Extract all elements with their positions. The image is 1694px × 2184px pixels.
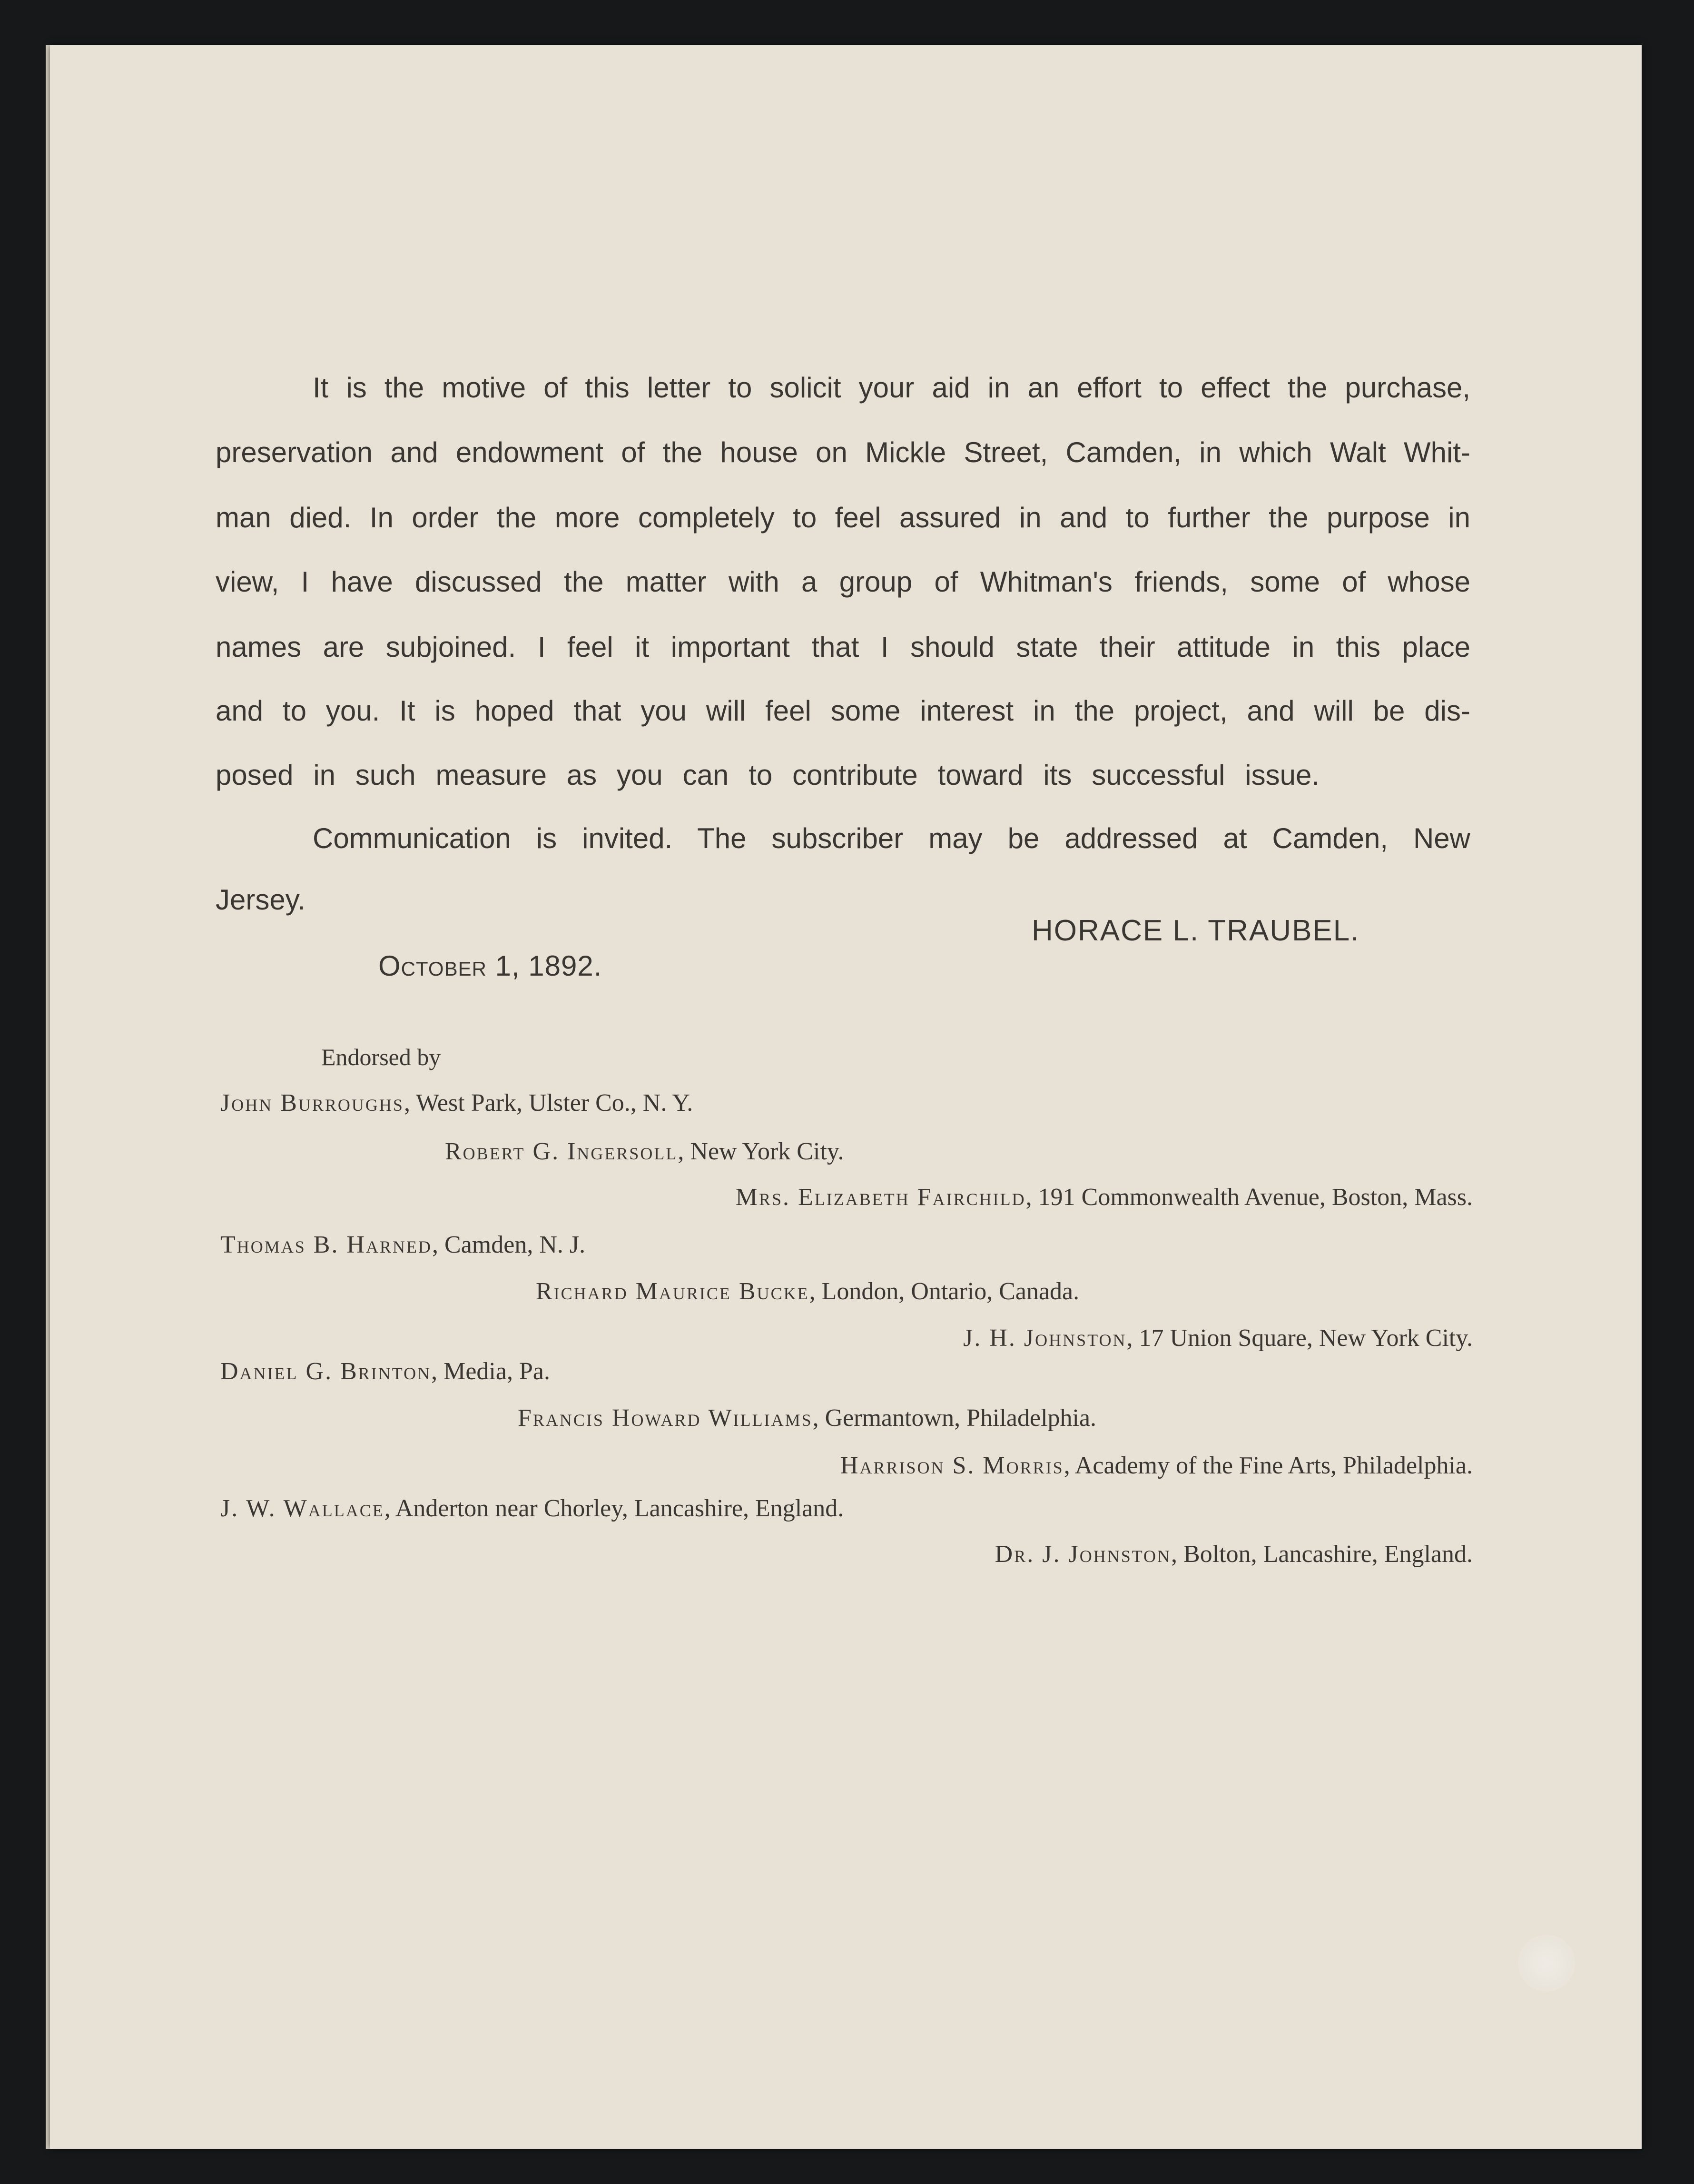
endorser-entry — [445, 1137, 844, 1166]
paragraph-line: Communication is invited. The subscriber may be addressed at Camden, New — [313, 822, 1470, 854]
endorser-name: Richard Maurice Bucke — [536, 1278, 809, 1305]
endorser-detail: , Media, Pa. — [431, 1358, 550, 1385]
endorser-name: Thomas B. Harned — [220, 1231, 433, 1258]
endorser-detail: , 191 Commonwealth Avenue, Boston, Mass. — [1025, 1184, 1473, 1211]
endorser-detail: , Camden, N. J. — [432, 1231, 586, 1258]
endorser-name: J. W. Wallace — [220, 1495, 384, 1522]
endorser-entry — [840, 1452, 1473, 1480]
endorser-entry — [963, 1324, 1473, 1352]
paragraph-line: man died. In order the more completely to feel assured in and to further the purpose in — [216, 502, 1470, 534]
endorser-name: J. H. Johnston — [963, 1324, 1127, 1352]
paragraph-line: Jersey. — [216, 884, 305, 916]
paragraph-line: posed in such measure as you can to contribute toward its successful issue. — [216, 759, 1320, 791]
endorser-entry — [220, 1494, 844, 1522]
endorser-detail: , Academy of the Fine Arts, Philadelphia. — [1064, 1452, 1473, 1479]
endorser-detail: , London, Ontario, Canada. — [809, 1278, 1080, 1305]
endorser-detail: , 17 Union Square, New York City. — [1126, 1324, 1473, 1352]
paragraph-line: It is the motive of this letter to solicit your aid in an effort to effect the purchase, — [313, 372, 1470, 404]
letter-date: October 1, 1892. — [378, 950, 602, 982]
paragraph-line: view, I have discussed the matter with a group of Whitman's friends, some of whose — [216, 566, 1470, 598]
endorser-name: Daniel G. Brinton — [220, 1358, 432, 1385]
paragraph-line: and to you. It is hoped that you will feel some interest in the project, and will be dis- — [216, 695, 1470, 727]
signature: HORACE L. TRAUBEL. — [1032, 914, 1360, 947]
endorser-name: Francis Howard Williams — [518, 1404, 813, 1432]
endorser-entry — [220, 1357, 550, 1385]
endorser-entry — [518, 1404, 1096, 1432]
endorser-name: Harrison S. Morris — [840, 1452, 1064, 1479]
endorser-name: Robert G. Ingersoll — [445, 1138, 678, 1165]
endorser-entry — [995, 1540, 1473, 1568]
endorser-entry — [220, 1231, 585, 1259]
endorser-name: Mrs. Elizabeth Fairchild — [735, 1184, 1026, 1211]
endorser-detail: , New York City. — [678, 1138, 844, 1165]
endorsed-heading: Endorsed by — [321, 1044, 441, 1070]
endorser-name: John Burroughs — [220, 1089, 404, 1117]
endorser-entry — [736, 1183, 1473, 1211]
endorser-entry — [536, 1277, 1079, 1305]
paragraph-line: names are subjoined. I feel it important that I should state their attitude in this place — [216, 631, 1470, 663]
endorser-detail: , Anderton near Chorley, Lancashire, England. — [384, 1495, 844, 1522]
endorser-detail: , Germantown, Philadelphia. — [812, 1404, 1097, 1432]
endorser-entry — [220, 1089, 693, 1117]
paper-stain — [1518, 1935, 1575, 1992]
paragraph-line: preservation and endowment of the house on Mickle Street, Camden, in which Walt Whit- — [216, 436, 1470, 468]
endorser-name: Dr. J. Johnston — [995, 1541, 1172, 1568]
endorser-detail: , West Park, Ulster Co., N. Y. — [404, 1089, 693, 1117]
endorser-detail: , Bolton, Lancashire, England. — [1171, 1541, 1473, 1568]
